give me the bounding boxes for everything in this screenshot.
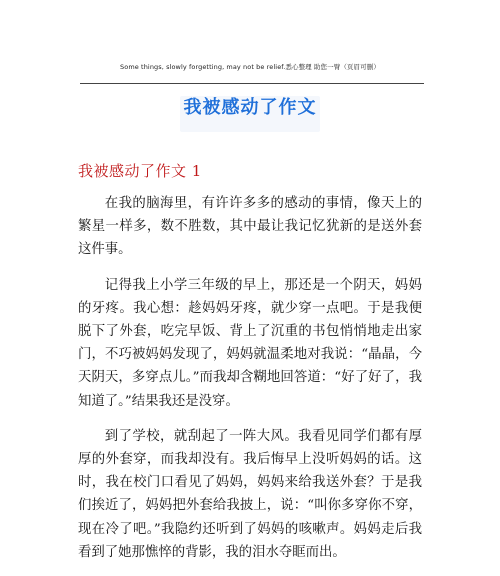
paragraph: 到了学校，就刮起了一阵大风。我看见同学们都有厚厚的外套穿，而我却没有。我后悔早上没听妈妈的话。这时，我在校门口看见了妈妈，妈妈来给我送外套？于是我们挨近了，妈妈把外套给我披上，说：“叫你多穿你不穿，现在冷了吧。”我隐约还听到了妈妈的咳嗽声。妈妈走后我看到了她那憔悴的背影，我的泪水夺眶而出。	[78, 428, 422, 560]
paragraph: 记得我上小学三年级的早上，那还是一个阴天，妈妈的牙疼。我心想：趁妈妈牙疼，就少穿一点吧。于是我便脱下了外套，吃完早饭、背上了沉重的书包悄悄地走出家门，不巧被妈妈发现了，妈妈就温柔地对我说：“晶晶，今天阴天，多穿点儿。”而我却含糊地回答道：“好了好了，我知道了。”结果我还是没穿。	[78, 277, 422, 409]
document-title: 我被感动了作文	[183, 97, 317, 118]
document-body	[78, 192, 422, 576]
page-header: Some things, slowly forgetting, may not be relief.悉心整理 助您一臂（页眉可删）	[120, 63, 380, 71]
header-rule	[80, 83, 424, 84]
section-heading: 我被感动了作文 1	[78, 162, 202, 180]
paragraph: 在我的脑海里，有许许多多的感动的事情，像天上的繁星一样多，数不胜数，其中最让我记忆犹新的是送外套这件事。	[78, 196, 422, 258]
